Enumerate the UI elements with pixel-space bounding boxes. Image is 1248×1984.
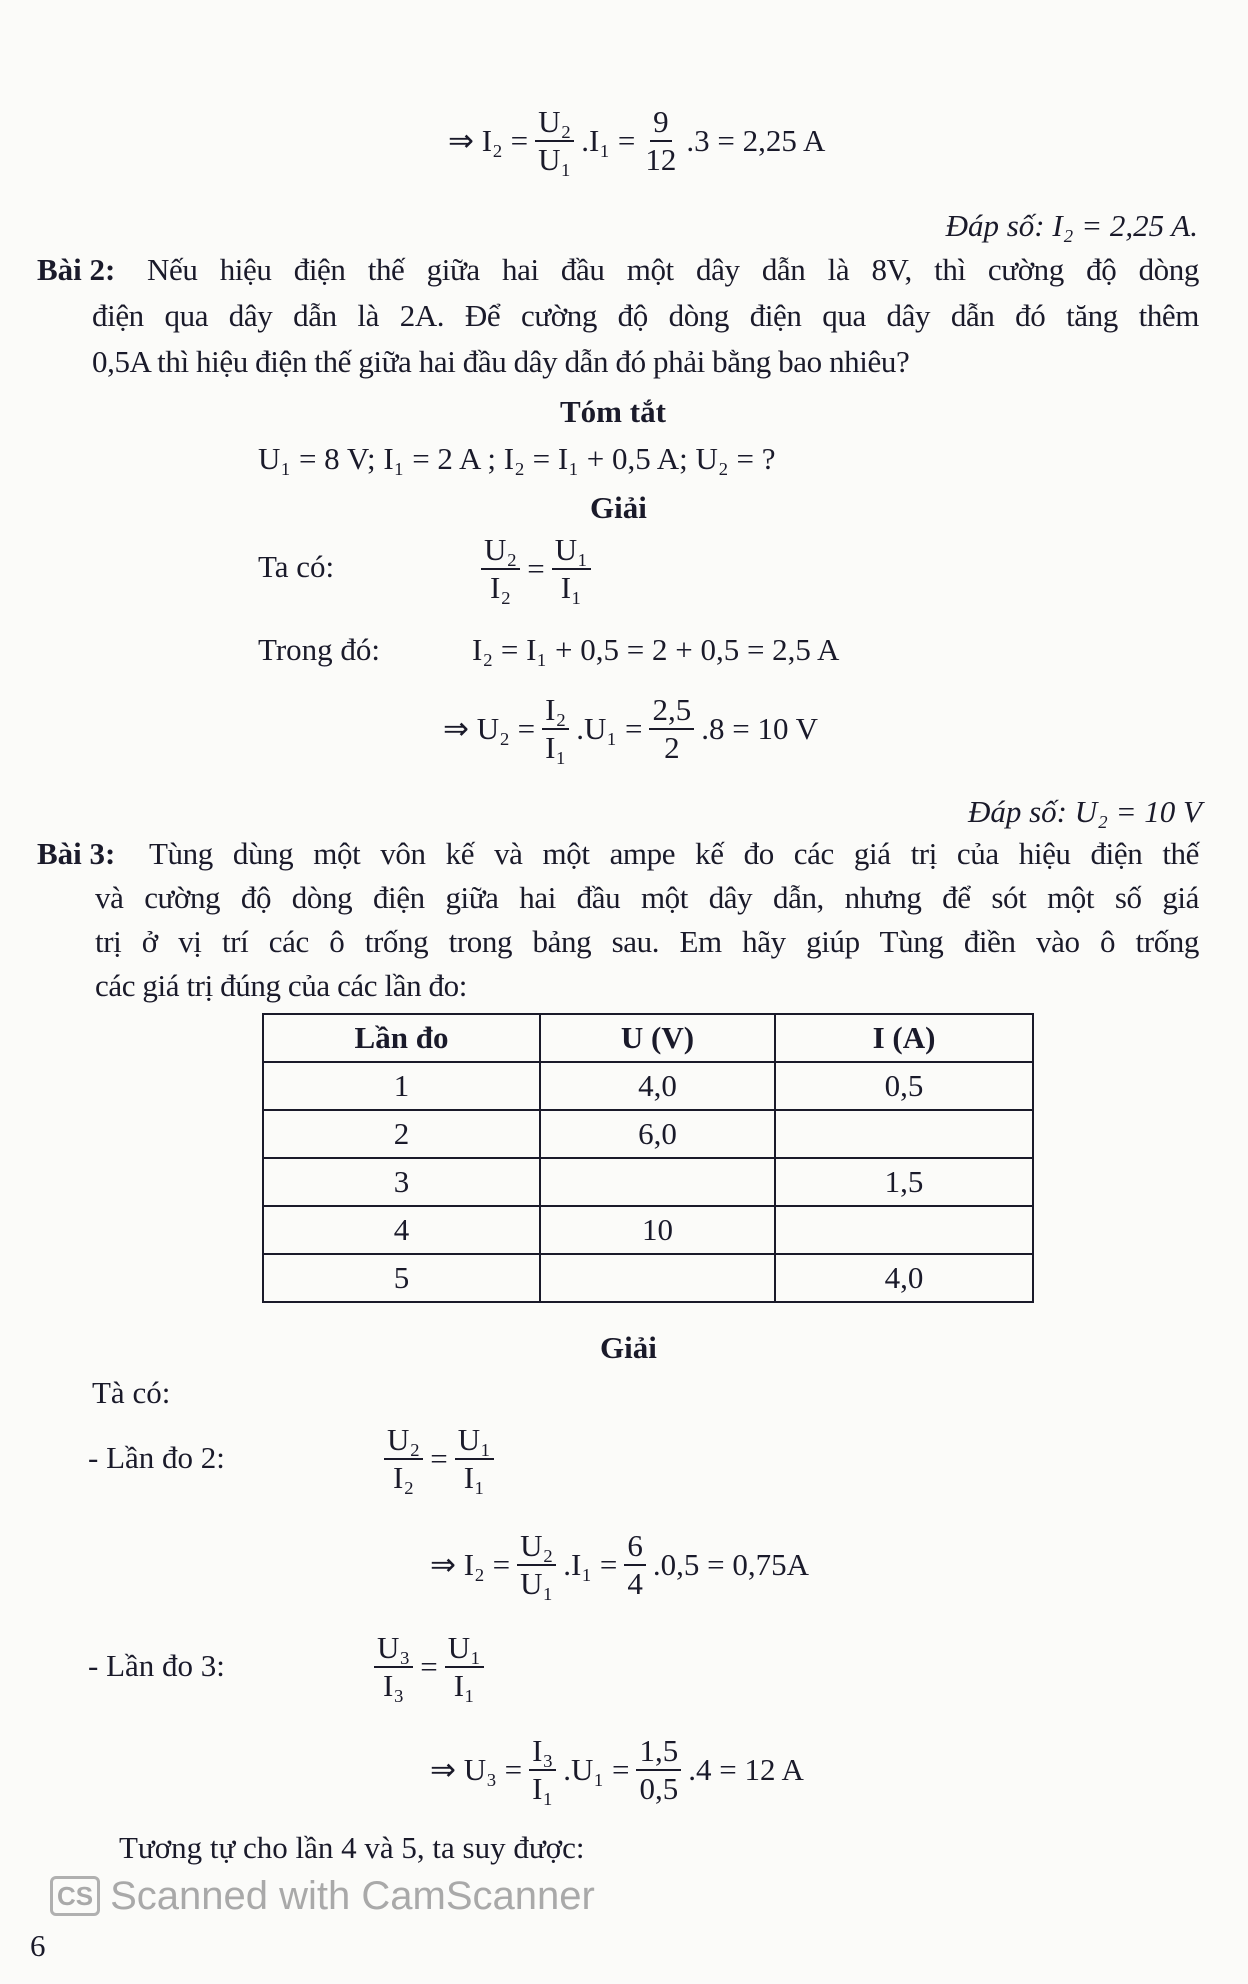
fraction: [481, 532, 520, 606]
eq-mid: .I₁ =: [581, 123, 636, 158]
cell: 1: [263, 1062, 540, 1110]
problem-2-label: Bài 2:: [37, 252, 116, 287]
denominator: U₁: [538, 142, 572, 177]
fraction: [445, 1630, 484, 1704]
equals-sign: =: [527, 551, 545, 586]
problem-text-line: 0,5A thì hiệu điện thế giữa hai đầu dây dẫn đó phải bằng bao nhiêu?: [92, 344, 910, 379]
fraction: [636, 1733, 681, 1807]
trong-do-label: Trong đó:: [258, 632, 381, 667]
eq-rest: .3 = 2,25 A: [686, 123, 826, 158]
table-row: [263, 1110, 1033, 1158]
lan-do-3-label: - Lần đo 3:: [88, 1648, 225, 1683]
denominator: I₂: [490, 570, 512, 605]
numerator: U₂: [481, 532, 520, 570]
equals-sign: =: [420, 1649, 438, 1684]
solution-title-3: Giải: [600, 1330, 657, 1365]
watermark-text: Scanned with CamScanner: [110, 1874, 595, 1918]
problem-2: [37, 252, 1199, 392]
denominator: 12: [645, 142, 677, 177]
denominator: I₁: [453, 1668, 475, 1703]
cell: 0,5: [775, 1062, 1033, 1110]
table-row: [263, 1206, 1033, 1254]
cell: [775, 1206, 1033, 1254]
cell: [775, 1110, 1033, 1158]
cell: 5: [263, 1254, 540, 1302]
denominator: U₁: [520, 1566, 554, 1601]
eq-rest: .8 = 10 V: [701, 711, 819, 746]
problem-text-line: Tùng dùng một vôn kế và một ampe kế đo các giá trị của hiệu điện thế: [149, 836, 1199, 871]
equals-sign: =: [430, 1441, 448, 1476]
lan-do-2-ratio: [381, 1422, 497, 1496]
fraction: [529, 1733, 556, 1807]
numerator: 2,5: [649, 692, 694, 730]
numerator: 9: [650, 104, 672, 142]
problem-text-line: Nếu hiệu điện thế giữa hai đầu một dây dẫn là 8V, thì cường độ dòng: [147, 252, 1199, 287]
table-header-row: [263, 1014, 1033, 1062]
problem-text-line: trị ở vị trí các ô trống trong bảng sau. Em hãy giúp Tùng điền vào ô trống: [95, 924, 1199, 959]
lan-do-3-result: [430, 1733, 804, 1807]
table-row: [263, 1254, 1033, 1302]
page-number: 6: [30, 1928, 46, 1963]
numerator: U₁: [455, 1422, 494, 1460]
denominator: I₁: [560, 570, 582, 605]
equation-i2-result: [448, 104, 825, 178]
problem-text-line: và cường độ dòng điện giữa hai đầu một dây dẫn, nhưng để sót một số giá: [95, 880, 1199, 915]
fraction: [455, 1422, 494, 1496]
denominator: I₁: [532, 1771, 554, 1806]
measurement-table: [262, 1013, 1034, 1303]
summary-title: Tóm tắt: [560, 394, 666, 429]
numerator: I₃: [529, 1733, 556, 1771]
numerator: U₂: [517, 1528, 556, 1566]
denominator: I₁: [545, 730, 567, 765]
cell: 1,5: [775, 1158, 1033, 1206]
numerator: U₂: [535, 104, 574, 142]
numerator: I₂: [542, 692, 569, 730]
lan-do-3-ratio: [371, 1630, 487, 1704]
cell: 2: [263, 1110, 540, 1158]
fraction: [542, 692, 569, 766]
problem-text-line: điện qua dây dẫn là 2A. Để cường độ dòng điện qua dây dẫn đó tăng thêm: [92, 298, 1199, 333]
u2-equation: [443, 692, 818, 766]
camscanner-watermark: [50, 1874, 595, 1918]
table-row: [263, 1062, 1033, 1110]
problem-3-label: Bài 3:: [37, 836, 116, 871]
cell: 10: [540, 1206, 775, 1254]
fraction: [624, 1528, 646, 1602]
i2-equation: I₂ = I₁ + 0,5 = 2 + 0,5 = 2,5 A: [472, 632, 840, 667]
fraction: [552, 532, 591, 606]
summary-text: U₁ = 8 V; I₁ = 2 A ; I₂ = I₁ + 0,5 A; U₂ = ?: [258, 441, 776, 476]
ta-co-label-3: Tà có:: [92, 1375, 171, 1410]
header-u: U (V): [540, 1014, 775, 1062]
lan-do-2-result: [430, 1528, 809, 1602]
table-row: [263, 1158, 1033, 1206]
eq-rest: .4 = 12 A: [688, 1752, 804, 1787]
denominator: 0,5: [639, 1771, 679, 1806]
eq-mid: .U₁ =: [576, 711, 643, 746]
cell: 6,0: [540, 1110, 775, 1158]
tuong-tu-text: Tương tự cho lần 4 và 5, ta suy được:: [119, 1830, 585, 1865]
cell: [540, 1254, 775, 1302]
numerator: U₃: [374, 1630, 413, 1668]
denominator: I₃: [383, 1668, 405, 1703]
answer-2: Đáp số: U₂ = 10 V: [967, 794, 1202, 829]
eq-mid: .U₁ =: [563, 1752, 630, 1787]
numerator: 1,5: [636, 1733, 681, 1771]
denominator: I₂: [393, 1460, 415, 1495]
fraction: [384, 1422, 423, 1496]
header-i: I (A): [775, 1014, 1033, 1062]
fraction: [374, 1630, 413, 1704]
denominator: 4: [627, 1566, 643, 1601]
header-lan-do: Lần đo: [263, 1014, 540, 1062]
eq-mid: .I₁ =: [563, 1547, 618, 1582]
eq-lhs: ⇒ I₂ =: [448, 123, 529, 158]
eq-lhs: ⇒ I₂ =: [430, 1547, 511, 1582]
denominator: I₁: [463, 1460, 485, 1495]
fraction: [517, 1528, 556, 1602]
ratio-equation: [478, 532, 594, 606]
lan-do-2-label: - Lần đo 2:: [88, 1440, 225, 1475]
eq-rest: .0,5 = 0,75A: [652, 1547, 810, 1582]
numerator: U₂: [384, 1422, 423, 1460]
numerator: 6: [624, 1528, 646, 1566]
numerator: U₁: [552, 532, 591, 570]
cell: 4: [263, 1206, 540, 1254]
cell: 3: [263, 1158, 540, 1206]
problem-text-line: các giá trị đúng của các lần đo:: [95, 968, 467, 1003]
denominator: 2: [664, 730, 680, 765]
numerator: U₁: [445, 1630, 484, 1668]
eq-lhs: ⇒ U₃ =: [430, 1752, 523, 1787]
cell: 4,0: [775, 1254, 1033, 1302]
solution-title: Giải: [590, 490, 647, 525]
fraction: [642, 104, 679, 178]
problem-3: [37, 836, 1199, 1008]
camscanner-logo-icon: CS: [50, 1876, 100, 1916]
ta-co-label: Ta có:: [258, 549, 335, 584]
answer-1: Đáp số: I₂ = 2,25 A.: [945, 208, 1198, 243]
eq-lhs: ⇒ U₂ =: [443, 711, 536, 746]
fraction: [649, 692, 694, 766]
cell: 4,0: [540, 1062, 775, 1110]
fraction: [535, 104, 574, 178]
cell: [540, 1158, 775, 1206]
